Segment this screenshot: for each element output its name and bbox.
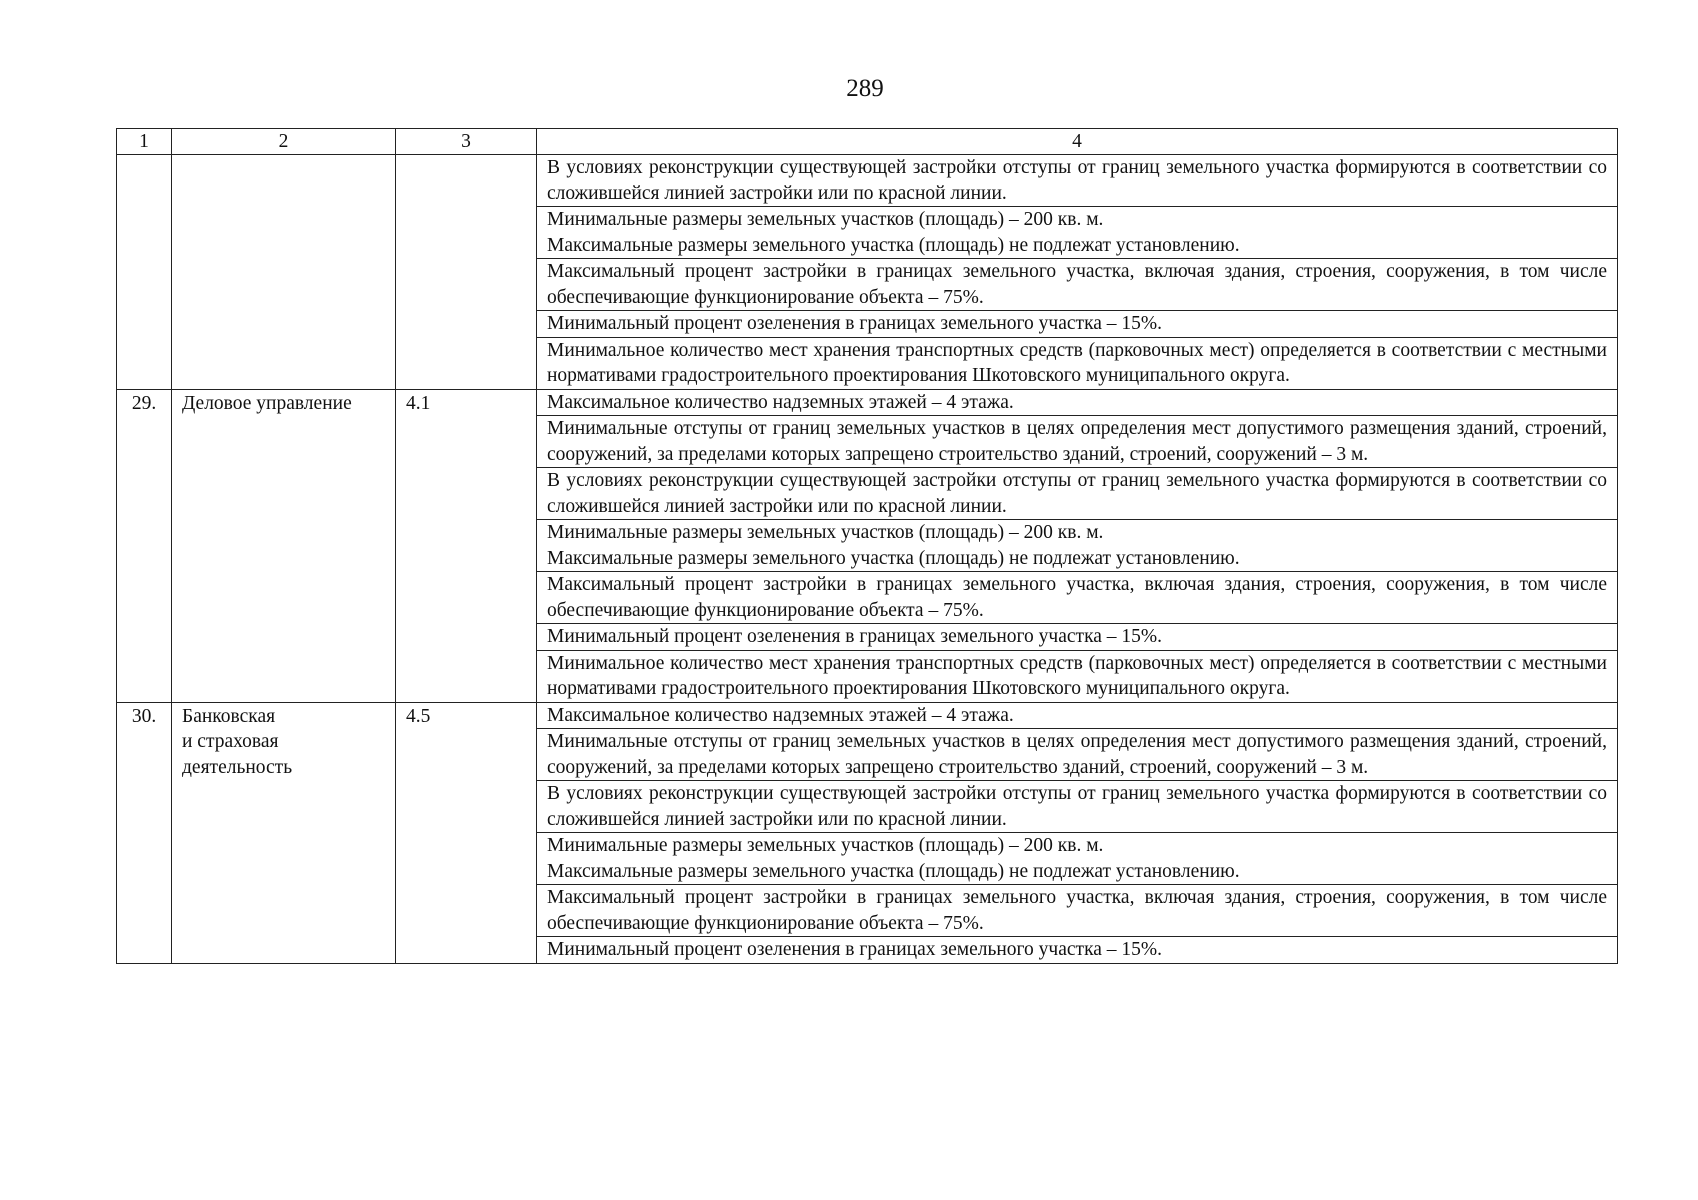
parameter-cell-text: Максимальное количество надземных этажей – 4 этажа. <box>547 704 1014 726</box>
parameter-cell-text: Максимальное количество надземных этажей – 4 этажа. <box>547 391 1014 413</box>
table-body <box>117 129 1618 964</box>
parameter-cell-text: Максимальный процент застройки в границах земельного участка, включая здания, строения, сооружения, в том числе обеспечивающие функционирование объекта – 75%. <box>547 574 1607 621</box>
parameter-cell <box>537 702 1618 729</box>
land-use-name-cell <box>172 155 396 390</box>
parameter-cell <box>537 624 1618 651</box>
table-row <box>117 155 1618 207</box>
parameter-cell-text: Минимальное количество мест хранения транспортных средств (парковочных мест) определяется в соответствии с местными нормативами градостроительного проектирования Шкотовского муниципального округа. <box>547 339 1607 386</box>
land-use-code-cell <box>396 389 537 702</box>
parameter-cell <box>537 416 1618 468</box>
row-number-cell <box>117 702 172 963</box>
table-row <box>117 389 1618 416</box>
parameter-cell-text: Максимальный процент застройки в границах земельного участка, включая здания, строения, сооружения, в том числе обеспечивающие функционирование объекта – 75%. <box>547 261 1607 308</box>
parameter-cell-text: Минимальные размеры земельных участков (площадь) – 200 кв. м. Максимальные размеры земельного участка (площадь) не подлежат установлению. <box>547 522 1240 569</box>
row-number-cell <box>117 155 172 390</box>
header-cell-4: 4 <box>537 129 1618 155</box>
row-number-cell <box>117 389 172 702</box>
land-use-name-cell <box>172 702 396 963</box>
parameter-cell <box>537 468 1618 520</box>
parameter-cell-text: В условиях реконструкции существующей застройки отступы от границ земельного участка формируются в соответствии со сложившейся линией застройки или по красной линии. <box>547 470 1607 517</box>
parameter-cell-text: В условиях реконструкции существующей застройки отступы от границ земельного участка формируются в соответствии со сложившейся линией застройки или по красной линии. <box>547 783 1607 830</box>
parameter-cell-text: Минимальный процент озеленения в границах земельного участка – 15%. <box>547 626 1163 647</box>
parameter-cell <box>537 729 1618 781</box>
parameter-cell-text: Минимальные размеры земельных участков (площадь) – 200 кв. м. Максимальные размеры земельного участка (площадь) не подлежат установлению. <box>547 209 1240 256</box>
land-use-name-cell-text: Банковская и страховая деятельность <box>182 705 293 778</box>
parameter-cell-text: Минимальные отступы от границ земельных участков в целях определения мест допустимого размещения зданий, строений, сооружений, за пределами которых запрещено строительство зданий, строений, сооружений – 3 м. <box>547 731 1607 778</box>
land-use-name-cell <box>172 389 396 702</box>
parameter-cell <box>537 155 1618 207</box>
land-use-code-cell <box>396 702 537 963</box>
header-cell-3: 3 <box>396 129 537 155</box>
land-use-code-cell-text: 4.1 <box>406 392 431 414</box>
parameter-cell <box>537 885 1618 937</box>
parameter-cell <box>537 259 1618 311</box>
parameter-cell-text: Минимальные размеры земельных участков (площадь) – 200 кв. м. Максимальные размеры земельного участка (площадь) не подлежат установлению. <box>547 835 1240 882</box>
parameter-cell <box>537 937 1618 964</box>
parameter-cell-text: В условиях реконструкции существующей застройки отступы от границ земельного участка формируются в соответствии со сложившейся линией застройки или по красной линии. <box>547 157 1607 204</box>
parameter-cell <box>537 311 1618 338</box>
parameter-cell-text: Минимальные отступы от границ земельных участков в целях определения мест допустимого размещения зданий, строений, сооружений, за пределами которых запрещено строительство зданий, строений, сооружений – 3 м. <box>547 418 1607 465</box>
land-use-name-cell-text: Деловое управление <box>182 392 352 414</box>
table-row <box>117 702 1618 729</box>
header-cell-2: 2 <box>172 129 396 155</box>
parameter-cell-text: Минимальный процент озеленения в границах земельного участка – 15%. <box>547 313 1163 334</box>
page-number: 289 <box>846 75 884 102</box>
regulations-table <box>116 128 1618 964</box>
parameter-cell-text: Максимальный процент застройки в границах земельного участка, включая здания, строения, сооружения, в том числе обеспечивающие функционирование объекта – 75%. <box>547 887 1607 934</box>
parameter-cell <box>537 650 1618 702</box>
parameter-cell <box>537 781 1618 833</box>
row-number-cell-text: 29. <box>131 392 157 414</box>
header-row <box>117 129 1618 155</box>
parameter-cell <box>537 337 1618 389</box>
parameter-cell <box>537 520 1618 572</box>
parameter-cell-text: Минимальный процент озеленения в границах земельного участка – 15%. <box>547 939 1163 960</box>
parameter-cell <box>537 572 1618 624</box>
row-number-cell-text: 30. <box>131 705 157 727</box>
parameter-cell-text: Минимальное количество мест хранения транспортных средств (парковочных мест) определяется в соответствии с местными нормативами градостроительного проектирования Шкотовского муниципального округа. <box>547 652 1607 699</box>
land-use-code-cell <box>396 155 537 390</box>
land-use-code-cell-text: 4.5 <box>406 705 431 727</box>
parameter-cell <box>537 833 1618 885</box>
parameter-cell <box>537 389 1618 416</box>
parameter-cell <box>537 207 1618 259</box>
header-cell-1: 1 <box>117 129 172 155</box>
